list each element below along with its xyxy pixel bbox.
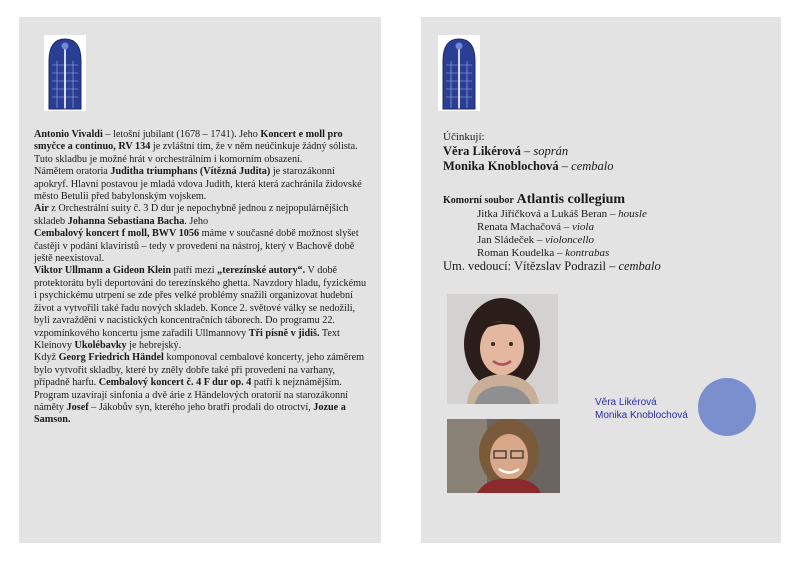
work-title: Ukolébavky: [74, 339, 127, 351]
soloist-line: [443, 160, 614, 173]
note-text: V době protektorátu byli deportováni do terezínského ghetta. Navzdory hladu, fyzickému i psychickému utrpení se zde přes velké problémy snažili organizovat hudební život a vytvořili také řadu nových skladeb. Konce 2. světové války se nedožili, byli zavražděni v nacistických koncentračních táborech. Do programu 22. vzpomínkového koncertu jsme zařadili Ullmannovy: [34, 265, 367, 339]
member-line: [477, 208, 647, 221]
soloist-name: Monika Knoblochová: [443, 159, 559, 173]
program-page-right: [421, 17, 781, 543]
note-text: máme v současné době možnost slyšet častěji v podání klavíristů – tedy v provedení na nástroj, který v Bachově době ještě neexistoval.: [34, 228, 359, 265]
program-notes: [34, 129, 370, 427]
stained-glass-window-icon: [44, 35, 86, 111]
note-program: [34, 390, 370, 427]
note-text: je starozákonní apokryf. Hlavní postavou je mladá vdova Judith, která která zachránila židovské město Betulii před babylonským vojskem.: [34, 166, 362, 203]
portrait-photo-likerova: [447, 294, 558, 404]
composer-name: Johanna Sebastiana Bacha: [67, 215, 185, 227]
member-name: Jan Sládeček: [477, 234, 535, 246]
photo-caption: [595, 397, 688, 422]
note-text: – letošní jubilant (1678 – 1741). Jeho: [102, 129, 261, 140]
composer-name: Antonio Vivaldi: [34, 129, 103, 140]
dash: –: [520, 144, 534, 158]
leader-role: cembalo: [618, 259, 661, 273]
note-text: z Orchestrální suity č. 3 D dur je nepochybně jednou z nejpopulárnějších skladeb: [34, 203, 349, 227]
dash: –: [560, 221, 572, 233]
leader-name: Um. vedoucí: Vítězslav Podrazil: [443, 259, 606, 273]
soloist-role: cembalo: [571, 159, 614, 173]
leader-line: [443, 260, 661, 273]
work-title: Koncert e moll pro smyčce a continuo, RV 134: [34, 129, 343, 153]
dash: –: [554, 247, 566, 259]
member-line: [477, 221, 594, 234]
member-line: [477, 234, 594, 247]
note-ullmann: [34, 265, 370, 352]
dash: –: [534, 234, 546, 246]
stained-glass-window-icon: [438, 35, 480, 111]
note-text: Program uzavírají sinfonia a dvě árie z Händelových oratorií na starozákonní náměty: [34, 389, 348, 413]
member-role: violoncello: [545, 234, 594, 246]
soloist-role: soprán: [533, 144, 569, 158]
note-handel: [34, 352, 370, 389]
member-name: Jitka Jiříčková a Lukáš Beran: [477, 208, 608, 220]
work-title: Cembalový koncert f moll, BWV 1056: [34, 228, 200, 240]
note-text: Námětem oratoria: [34, 166, 111, 178]
note-text: je hebrejský.: [126, 339, 182, 351]
program-page-left: [19, 17, 381, 543]
term: „terezínské autory“.: [217, 265, 306, 277]
work-title: Juditha triumphans (Vítězná Judita): [110, 166, 271, 178]
work-title: Jozue a Samson.: [34, 401, 346, 426]
note-air: [34, 203, 370, 265]
member-role: kontrabas: [565, 247, 610, 259]
performers-label: Účinkují:: [443, 131, 485, 143]
portrait-photo-knoblochova: [447, 419, 560, 493]
work-title: Cembalový koncert č. 4 F dur op. 4: [98, 377, 252, 389]
composer-name: Viktor Ullmann a Gideon Klein: [34, 265, 171, 277]
note-text: je zvláštní tím, že v něm neúčinkuje žádný sólista. Tuto skladbu je možné hrát v orchestrálním i komorním obsazení.: [34, 141, 358, 165]
note-text: patří k nejznámějším.: [251, 377, 342, 389]
dash: –: [558, 159, 572, 173]
soloist-name: Věra Likérová: [443, 144, 521, 158]
caption-line: Monika Knoblochová: [595, 409, 688, 421]
note-text: patří mezi: [170, 265, 218, 277]
note-text: . Jeho: [184, 215, 209, 227]
ensemble-label: Komorní soubor: [443, 195, 514, 206]
note-text: komponoval cembalové koncerty, jeho záměrem bylo vytvořit skladby, které by zněly dobře také při provedení na varhany, případně harfu.: [34, 352, 365, 389]
work-title: Tři písně v jidiš.: [248, 327, 320, 339]
member-role: housle: [618, 208, 647, 220]
decorative-circle: [698, 378, 756, 436]
member-name: Roman Koudelka: [477, 247, 555, 259]
dash: –: [607, 208, 619, 220]
note-text: – Jákobův syn, kterého jeho bratři prodali do otroctví,: [88, 401, 314, 413]
member-name: Renata Machačová: [477, 221, 561, 233]
work-title: Air: [34, 203, 49, 215]
note-text: Když: [34, 352, 59, 364]
work-title: Josef: [66, 401, 89, 413]
ensemble-title: [443, 193, 625, 207]
note-vivaldi: [34, 129, 370, 166]
caption-line: Věra Likérová: [595, 397, 657, 408]
member-role: viola: [571, 221, 594, 233]
soloist-line: [443, 145, 568, 158]
dash: –: [605, 259, 619, 273]
note-text: Text Kleinovy: [34, 327, 340, 351]
composer-name: Georg Friedrich Händel: [58, 352, 164, 364]
note-juditha: [34, 166, 370, 203]
ensemble-name: Atlantis collegium: [516, 192, 626, 207]
